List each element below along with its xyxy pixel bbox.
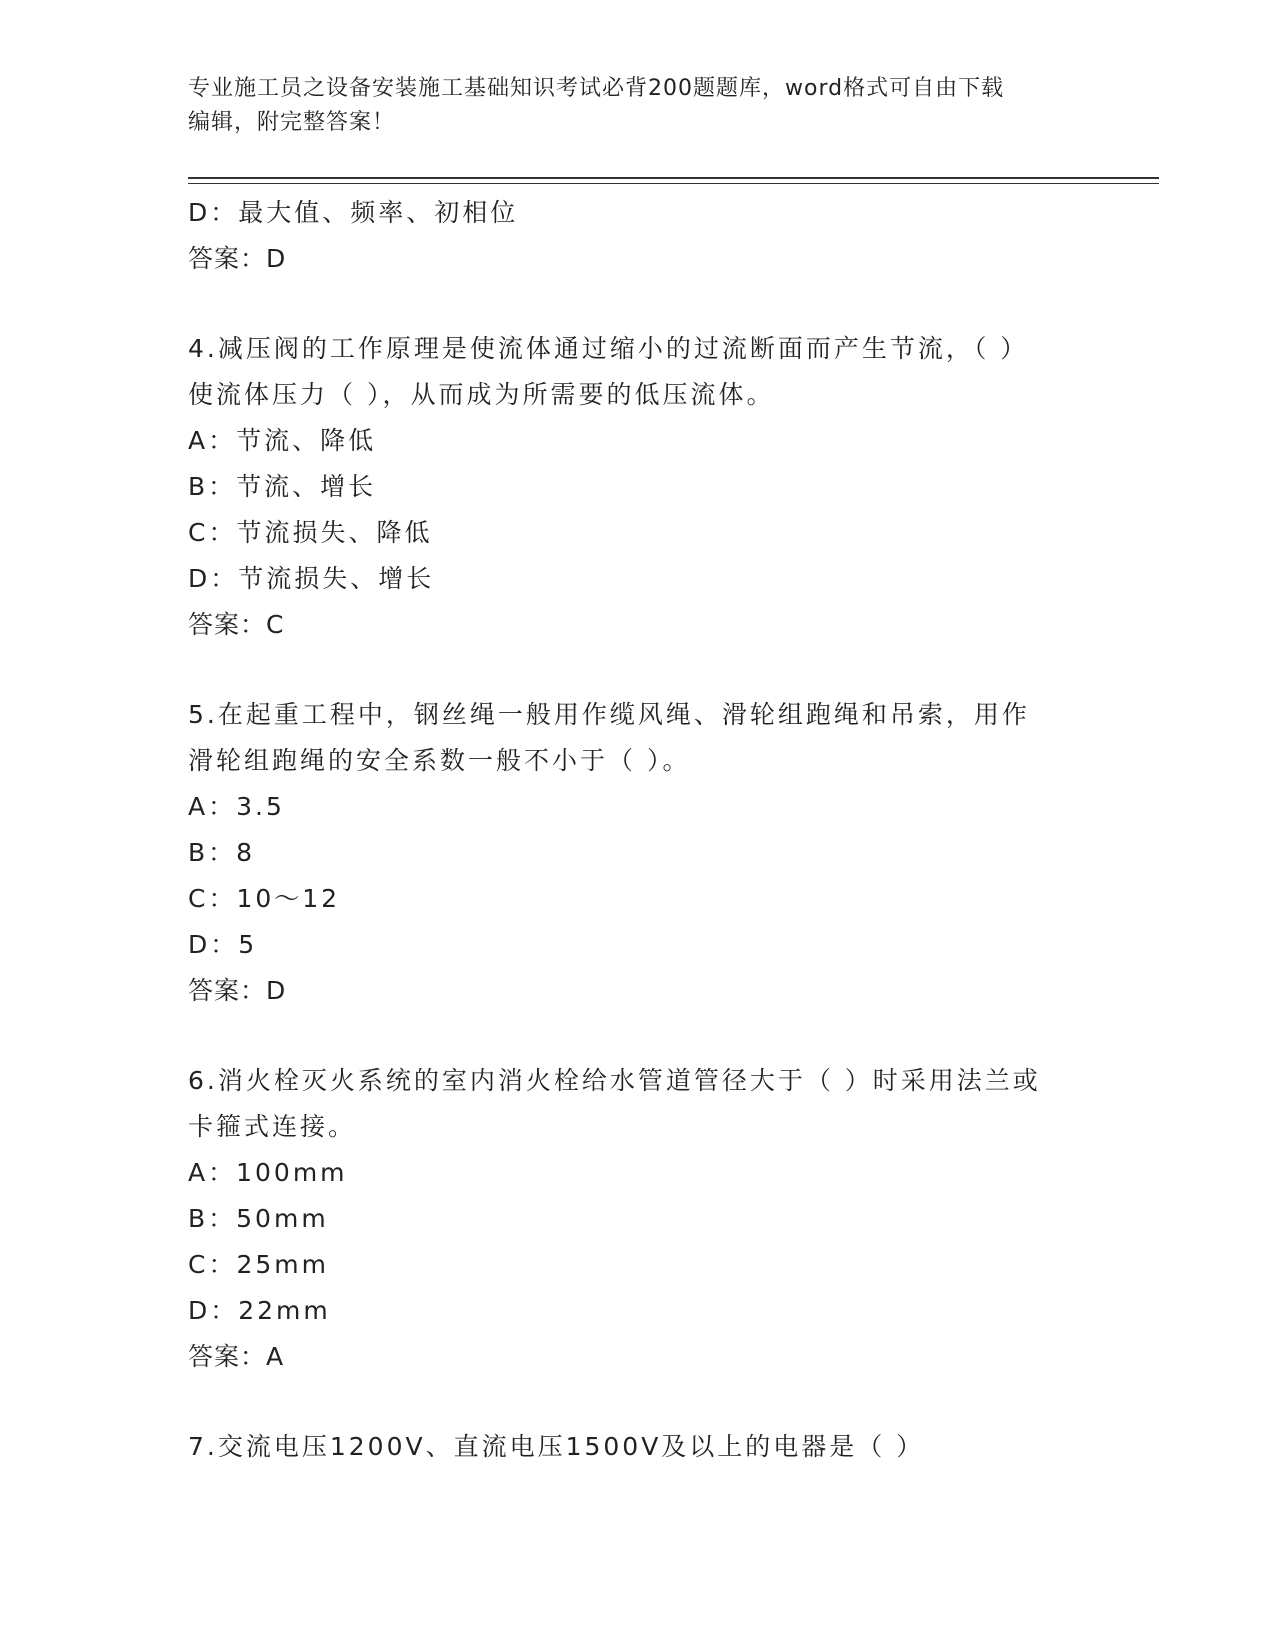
header-divider-thin <box>188 183 1159 184</box>
header-divider-thick <box>188 177 1159 179</box>
question-7 <box>188 1424 1088 1470</box>
answer-line: 答案：A <box>188 1342 285 1371</box>
question-stem-line: 4.减压阀的工作原理是使流体通过缩小的过流断面而产生节流，（ ） <box>188 334 1029 363</box>
option-b: B：50mm <box>188 1204 329 1233</box>
option-d: D：最大值、频率、初相位 <box>188 198 519 227</box>
header-title-line-2: 编辑，附完整答案！ <box>188 110 396 135</box>
answer-line: 答案：D <box>188 976 287 1005</box>
answer-line: 答案：D <box>188 244 287 273</box>
question-stem-line: 卡箍式连接。 <box>188 1112 357 1141</box>
question-6 <box>188 1058 1088 1380</box>
option-d: D：22mm <box>188 1296 331 1325</box>
question-stem-line: 7.交流电压1200V、直流电压1500V及以上的电器是（ ） <box>188 1432 925 1461</box>
option-c: C：节流损失、降低 <box>188 518 433 547</box>
option-d: D：节流损失、增长 <box>188 564 435 593</box>
header-title-line-1: 专业施工员之设备安装施工基础知识考试必背200题题库，word格式可自由下载 <box>188 76 1005 101</box>
question-stem-line: 5.在起重工程中，钢丝绳一般用作缆风绳、滑轮组跑绳和吊索，用作 <box>188 700 1030 729</box>
option-a: A：100mm <box>188 1158 348 1187</box>
question-3-tail <box>188 190 1088 282</box>
option-a: A：节流、降低 <box>188 426 377 455</box>
question-5 <box>188 692 1088 1014</box>
option-b: B：节流、增长 <box>188 472 377 501</box>
question-stem-line: 6.消火栓灭火系统的室内消火栓给水管道管径大于（ ）时采用法兰或 <box>188 1066 1041 1095</box>
option-d: D：5 <box>188 930 258 959</box>
option-a: A：3.5 <box>188 792 285 821</box>
question-4 <box>188 326 1088 648</box>
document-header <box>188 72 1088 140</box>
option-c: C：25mm <box>188 1250 329 1279</box>
question-stem-line: 滑轮组跑绳的安全系数一般不小于（ ）。 <box>188 746 691 775</box>
question-list <box>188 190 1088 1470</box>
answer-line: 答案：C <box>188 610 285 639</box>
option-c: C：10～12 <box>188 884 341 913</box>
question-stem-line: 使流体压力（ ），从而成为所需要的低压流体。 <box>188 380 775 409</box>
option-b: B：8 <box>188 838 256 867</box>
